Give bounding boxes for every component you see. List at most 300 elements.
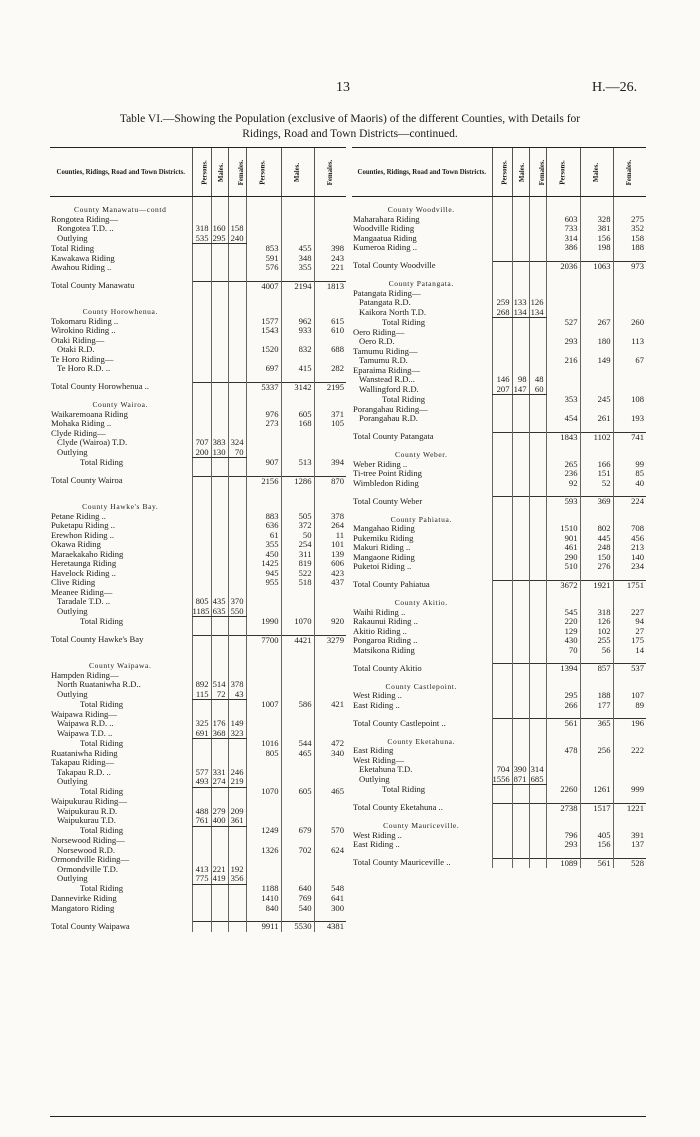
spacer-row — [352, 572, 646, 581]
total-persons-value — [546, 507, 580, 515]
sub-males-value — [512, 432, 529, 442]
total-males-value — [281, 486, 314, 494]
district-name: West Riding .. — [353, 691, 402, 700]
sub-persons-value — [492, 479, 512, 489]
total-persons-value: 4007 — [246, 281, 281, 291]
total-males-value: 415 — [281, 364, 314, 374]
total-persons-value — [546, 674, 580, 682]
total-males-value: 962 — [281, 317, 314, 327]
column-header-sub-males: Males. — [512, 148, 529, 197]
total-persons-value — [546, 572, 580, 581]
spacer-row — [352, 813, 646, 821]
total-males-value — [580, 450, 613, 460]
total-females-value — [314, 224, 346, 234]
total-males-value: 513 — [281, 458, 314, 468]
total-males-value — [580, 590, 613, 598]
total-females-value: 537 — [613, 664, 646, 674]
sub-persons-value — [492, 534, 512, 544]
district-name: Waihi Riding .. — [353, 607, 406, 617]
table-row — [352, 608, 646, 618]
total-males-value — [580, 328, 613, 338]
sub-persons-value — [192, 197, 211, 206]
county-heading-row — [50, 502, 346, 512]
sub-males-value — [211, 627, 228, 636]
sub-males-value — [512, 460, 529, 470]
sub-males-value — [211, 661, 228, 671]
spacer-row — [50, 494, 346, 502]
sub-males-value — [211, 374, 228, 383]
county-heading-row — [352, 515, 646, 525]
total-females-value — [314, 448, 346, 458]
table-row — [352, 460, 646, 470]
total-persons-value: 1007 — [246, 700, 281, 710]
sub-persons-value — [192, 392, 211, 400]
sub-males-value — [512, 627, 529, 637]
sub-females-value: 378 — [228, 680, 246, 690]
sub-males-value — [512, 858, 529, 868]
total-females-value — [314, 215, 346, 225]
district-name: County Hawke's Bay. — [82, 502, 159, 511]
district-name: Clyde Riding— — [51, 428, 106, 438]
population-table-left — [50, 147, 346, 932]
sub-females-value — [529, 821, 546, 831]
district-name: County Woodville. — [387, 205, 455, 214]
sub-persons-value — [492, 432, 512, 442]
district-name: Total Riding — [382, 784, 426, 794]
total-females-value — [314, 438, 346, 448]
total-males-value: 248 — [580, 543, 613, 553]
total-persons-value — [546, 442, 580, 450]
total-males-value: 56 — [580, 646, 613, 656]
total-persons-value: 2156 — [246, 476, 281, 486]
total-females-value — [314, 291, 346, 299]
sub-persons-value — [492, 215, 512, 225]
sub-persons-value — [192, 400, 211, 410]
total-persons-value: 1394 — [546, 664, 580, 674]
sub-males-value — [512, 737, 529, 747]
total-persons-value — [246, 291, 281, 299]
sub-females-value — [529, 756, 546, 766]
table-body-right — [352, 197, 646, 869]
district-name: Eparaima Riding— — [353, 365, 421, 375]
total-males-value: 1517 — [580, 803, 613, 813]
district-name: West Riding .. — [353, 830, 402, 840]
total-persons-value: 1843 — [546, 432, 580, 442]
sub-females-value — [529, 608, 546, 618]
district-name: Total County Wairoa — [51, 476, 123, 486]
sub-males-value — [512, 279, 529, 289]
sub-females-value — [529, 450, 546, 460]
table-row — [352, 524, 646, 534]
sub-males-value — [512, 424, 529, 433]
table-row — [50, 607, 346, 617]
sub-persons-value — [492, 337, 512, 347]
total-males-value: 505 — [281, 512, 314, 522]
sub-persons-value — [192, 569, 211, 579]
total-females-value: 275 — [613, 215, 646, 225]
total-females-value — [613, 385, 646, 395]
sub-females-value — [529, 534, 546, 544]
sub-males-value — [211, 263, 228, 273]
sub-males-value — [211, 244, 228, 254]
total-persons-value: 1016 — [246, 739, 281, 749]
total-persons-value — [246, 438, 281, 448]
total-males-value — [281, 197, 314, 206]
district-name: Maraekakaho Riding — [51, 549, 124, 559]
district-name: Clive Riding — [51, 578, 96, 587]
sub-persons-value — [192, 836, 211, 846]
sub-persons-value — [192, 797, 211, 807]
total-persons-value — [546, 450, 580, 460]
total-males-value: 832 — [281, 345, 314, 355]
total-males-value — [281, 392, 314, 400]
sub-females-value — [228, 635, 246, 645]
sub-females-value — [529, 813, 546, 821]
district-name: West Riding— — [353, 755, 405, 765]
table-row — [50, 531, 346, 541]
spacer-row — [352, 850, 646, 859]
sub-persons-value: 805 — [192, 597, 211, 607]
sub-females-value — [228, 400, 246, 410]
spacer-row — [50, 197, 346, 206]
sub-females-value — [529, 795, 546, 804]
table-row — [50, 787, 346, 797]
total-persons-value: 1577 — [246, 317, 281, 327]
sub-males-value — [512, 479, 529, 489]
district-name: Outlying — [57, 233, 88, 243]
total-persons-value — [546, 598, 580, 608]
sub-females-value — [228, 627, 246, 636]
district-name: Wimbledon Riding — [353, 478, 419, 488]
total-males-value: 177 — [580, 701, 613, 711]
total-persons-value — [246, 597, 281, 607]
total-persons-value — [546, 271, 580, 279]
sub-persons-value — [492, 682, 512, 692]
spacer-row — [352, 710, 646, 719]
total-males-value — [580, 710, 613, 719]
sub-females-value — [529, 598, 546, 608]
table-row — [352, 479, 646, 489]
sub-persons-value — [492, 279, 512, 289]
district-name: County Mauriceville. — [383, 821, 460, 830]
total-persons-value: 461 — [546, 543, 580, 553]
total-females-value — [314, 234, 346, 244]
table-row — [50, 382, 346, 392]
total-females-value — [613, 366, 646, 376]
district-name: County Patangata. — [388, 279, 454, 288]
total-persons-value: 70 — [546, 646, 580, 656]
total-males-value: 150 — [580, 553, 613, 563]
sub-persons-value: 493 — [192, 777, 211, 787]
sub-females-value — [529, 234, 546, 244]
total-persons-value — [546, 850, 580, 859]
total-males-value: 50 — [281, 531, 314, 541]
sub-persons-value — [192, 645, 211, 653]
total-males-value — [281, 729, 314, 739]
table-row — [352, 356, 646, 366]
sub-persons-value — [192, 710, 211, 720]
table-row — [352, 366, 646, 376]
district-name: Hampden Riding— — [51, 670, 119, 680]
table-row — [352, 627, 646, 637]
county-heading-row — [352, 279, 646, 289]
sub-persons-value — [492, 366, 512, 376]
total-males-value: 522 — [281, 569, 314, 579]
sub-persons-value — [192, 468, 211, 477]
sub-females-value — [529, 224, 546, 234]
total-females-value: 213 — [613, 543, 646, 553]
sub-persons-value — [192, 345, 211, 355]
total-persons-value — [546, 710, 580, 719]
table-row — [50, 729, 346, 739]
total-males-value — [281, 690, 314, 700]
sub-females-value — [529, 655, 546, 664]
table-row — [50, 263, 346, 273]
total-males-value — [580, 821, 613, 831]
total-females-value: 2195 — [314, 382, 346, 392]
sub-males-value — [211, 550, 228, 560]
sub-males-value — [211, 502, 228, 512]
sub-persons-value — [192, 355, 211, 365]
spacer-row — [352, 442, 646, 450]
sub-males-value — [512, 795, 529, 804]
sub-persons-value — [492, 318, 512, 328]
total-females-value — [613, 507, 646, 515]
sub-males-value — [211, 739, 228, 749]
total-males-value: 276 — [580, 562, 613, 572]
total-females-value — [314, 392, 346, 400]
sub-males-value: 400 — [211, 816, 228, 826]
sub-females-value — [529, 682, 546, 692]
table-row — [50, 550, 346, 560]
total-persons-value — [246, 671, 281, 681]
total-females-value — [314, 273, 346, 282]
total-males-value: 369 — [580, 497, 613, 507]
total-males-value — [580, 271, 613, 279]
total-persons-value — [246, 468, 281, 477]
sub-females-value: 314 — [529, 765, 546, 775]
total-persons-value: 1425 — [246, 559, 281, 569]
district-name: Heretaunga Riding — [51, 559, 117, 568]
total-females-value — [613, 756, 646, 766]
sub-persons-value — [492, 543, 512, 553]
district-name: Mangatoro Riding — [51, 903, 115, 913]
total-females-value — [613, 328, 646, 338]
total-males-value — [281, 807, 314, 817]
total-persons-value — [546, 253, 580, 262]
table-row — [352, 337, 646, 347]
total-males-value — [580, 298, 613, 308]
sub-persons-value — [192, 739, 211, 749]
sub-males-value — [211, 569, 228, 579]
table-row — [50, 588, 346, 598]
sub-males-value — [512, 785, 529, 795]
spacer-row — [352, 507, 646, 515]
column-header-name: Counties, Ridings, Road and Town Districts. — [352, 148, 492, 197]
sub-females-value — [228, 317, 246, 327]
total-males-value: 1063 — [580, 261, 613, 271]
spacer-row — [50, 291, 346, 299]
total-females-value — [613, 710, 646, 719]
table-row — [352, 395, 646, 405]
total-persons-value — [246, 273, 281, 282]
total-females-value: 260 — [613, 318, 646, 328]
table-row — [50, 797, 346, 807]
sub-males-value — [512, 405, 529, 415]
total-persons-value: 3672 — [546, 580, 580, 590]
sub-persons-value — [192, 419, 211, 429]
sub-males-value — [512, 674, 529, 682]
sub-males-value — [512, 328, 529, 338]
sub-females-value — [228, 512, 246, 522]
total-persons-value — [246, 502, 281, 512]
district-name: Wirokino Riding .. — [51, 326, 116, 335]
district-name: Total County Eketahuna .. — [353, 803, 443, 813]
total-persons-value: 355 — [246, 540, 281, 550]
total-males-value — [580, 405, 613, 415]
total-males-value — [281, 205, 314, 215]
sub-persons-value — [192, 635, 211, 645]
sub-persons-value — [492, 840, 512, 850]
table-row — [50, 521, 346, 531]
total-persons-value: 5337 — [246, 382, 281, 392]
sub-males-value: 72 — [211, 690, 228, 700]
sub-females-value — [529, 858, 546, 868]
total-persons-value: 92 — [546, 479, 580, 489]
total-males-value — [281, 438, 314, 448]
sub-persons-value — [492, 674, 512, 682]
district-name: Patangata Riding— — [353, 288, 421, 298]
total-females-value: 67 — [613, 356, 646, 366]
table-row — [352, 701, 646, 711]
district-name: Porangahau Riding— — [353, 404, 428, 414]
total-persons-value: 273 — [246, 419, 281, 429]
total-persons-value: 591 — [246, 254, 281, 264]
total-persons-value — [246, 797, 281, 807]
report-reference: H.—26. — [592, 80, 638, 95]
district-name — [352, 572, 492, 581]
district-name: County Pahiatua. — [390, 514, 452, 524]
sub-males-value — [512, 598, 529, 608]
sub-persons-value: 413 — [192, 865, 211, 875]
total-females-value: 139 — [314, 550, 346, 560]
total-males-value — [580, 308, 613, 318]
sub-persons-value: 892 — [192, 680, 211, 690]
total-females-value: 920 — [314, 617, 346, 627]
total-females-value: 688 — [314, 345, 346, 355]
total-persons-value — [246, 448, 281, 458]
sub-females-value — [228, 739, 246, 749]
sub-males-value — [211, 894, 228, 904]
total-males-value: 267 — [580, 318, 613, 328]
sub-males-value — [211, 826, 228, 836]
total-persons-value — [546, 375, 580, 385]
sub-males-value — [512, 253, 529, 262]
total-males-value: 328 — [580, 215, 613, 225]
table-row — [50, 476, 346, 486]
total-males-value: 857 — [580, 664, 613, 674]
sub-persons-value — [492, 664, 512, 674]
total-persons-value: 353 — [546, 395, 580, 405]
total-females-value — [613, 682, 646, 692]
sub-persons-value: 704 — [492, 765, 512, 775]
district-name: Total County Horowhenua .. — [51, 382, 149, 392]
sub-males-value: 871 — [512, 775, 529, 785]
district-name: County Weber. — [395, 450, 448, 459]
sub-persons-value — [492, 719, 512, 729]
district-name: Outlying — [57, 689, 88, 699]
total-females-value: 158 — [613, 234, 646, 244]
total-males-value: 1921 — [580, 580, 613, 590]
total-persons-value: 636 — [246, 521, 281, 531]
sub-persons-value — [192, 922, 211, 932]
total-females-value — [314, 729, 346, 739]
county-heading-row — [50, 400, 346, 410]
district-name: Total Riding — [80, 884, 124, 894]
sub-males-value — [211, 758, 228, 768]
sub-males-value: 390 — [512, 765, 529, 775]
sub-females-value — [529, 562, 546, 572]
total-males-value — [281, 448, 314, 458]
sub-males-value: 383 — [211, 438, 228, 448]
total-persons-value — [546, 298, 580, 308]
total-males-value: 1070 — [281, 617, 314, 627]
total-males-value: 5530 — [281, 922, 314, 932]
total-females-value: 85 — [613, 469, 646, 479]
total-males-value — [580, 289, 613, 299]
table-row — [352, 261, 646, 271]
sub-persons-value: 200 — [192, 448, 211, 458]
sub-persons-value — [192, 758, 211, 768]
total-females-value: 610 — [314, 326, 346, 336]
total-females-value: 27 — [613, 627, 646, 637]
total-males-value — [281, 273, 314, 282]
table-row — [50, 429, 346, 439]
sub-persons-value — [492, 243, 512, 253]
spacer-row — [352, 729, 646, 737]
total-females-value — [613, 298, 646, 308]
county-heading-row — [352, 598, 646, 608]
total-persons-value — [546, 795, 580, 804]
total-females-value — [314, 758, 346, 768]
total-males-value: 465 — [281, 749, 314, 759]
district-name: Eketahuna T.D. — [359, 765, 413, 774]
total-persons-value: 840 — [246, 904, 281, 914]
total-males-value — [281, 429, 314, 439]
total-females-value: 973 — [613, 261, 646, 271]
sub-persons-value — [492, 858, 512, 868]
total-males-value: 149 — [580, 356, 613, 366]
sub-persons-value — [192, 855, 211, 865]
total-females-value: 1221 — [613, 803, 646, 813]
sub-females-value — [228, 617, 246, 627]
total-males-value — [580, 737, 613, 747]
table-row — [50, 836, 346, 846]
total-persons-value: 1089 — [546, 858, 580, 868]
sub-males-value — [512, 636, 529, 646]
total-females-value — [314, 874, 346, 884]
total-females-value — [314, 336, 346, 346]
sub-persons-value — [192, 273, 211, 282]
sub-females-value — [529, 215, 546, 225]
sub-females-value — [529, 729, 546, 737]
table-row — [50, 224, 346, 234]
table-row — [352, 298, 646, 308]
sub-persons-value — [492, 803, 512, 813]
total-persons-value — [546, 515, 580, 525]
district-name — [352, 442, 492, 450]
sub-persons-value: 268 — [492, 308, 512, 318]
